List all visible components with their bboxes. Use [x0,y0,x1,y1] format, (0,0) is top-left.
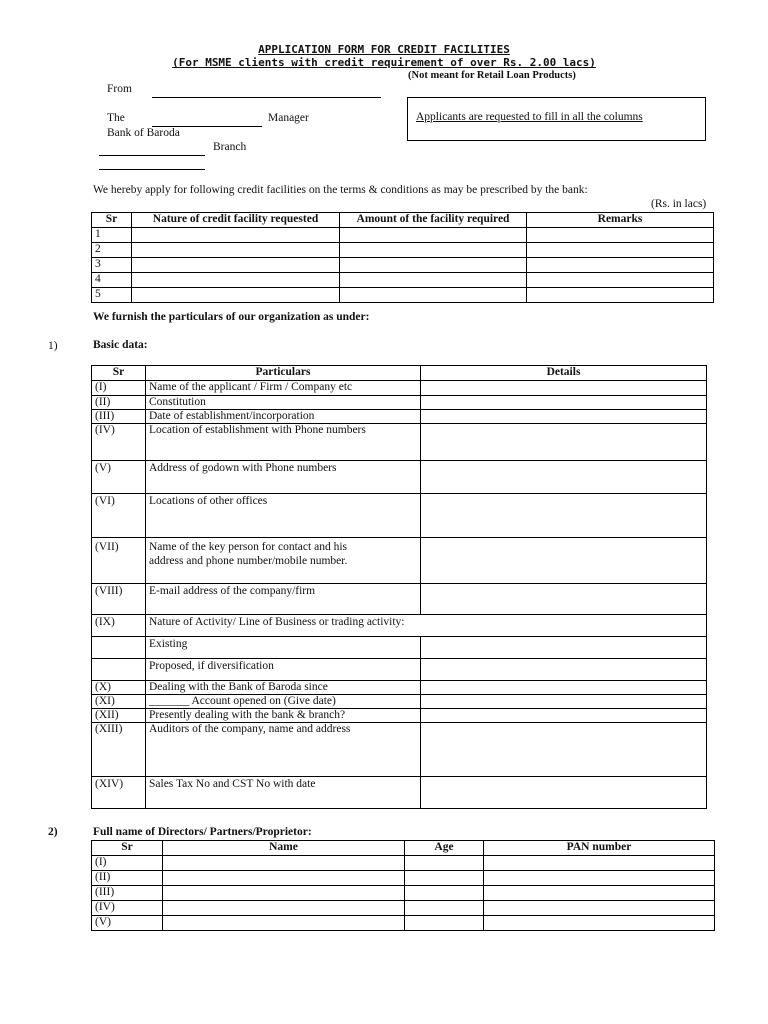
details-cell[interactable] [421,659,707,681]
table-row [92,615,707,637]
cell[interactable] [340,273,527,288]
col-pan: PAN number [484,841,715,856]
row-label [146,538,421,584]
from-label: From [107,83,132,95]
table-row [92,856,715,871]
row-label: Address of godown with Phone numbers [146,461,421,494]
cell[interactable] [527,243,714,258]
table-row [92,637,707,659]
row-sr: (VII) [92,538,146,584]
table-row [92,288,714,303]
table-row [92,916,715,931]
row-sr: (X) [92,681,146,695]
details-cell[interactable] [421,538,707,584]
row-sr: (IV) [92,901,163,916]
cell[interactable] [132,243,340,258]
row-label: Constitution [146,396,421,410]
row-sr: (III) [92,410,146,424]
row-sr [92,637,146,659]
facility-table [91,212,714,303]
cell[interactable] [132,288,340,303]
age-cell[interactable] [405,856,484,871]
table-row [92,777,707,809]
row-sr: (V) [92,916,163,931]
table-row [92,396,707,410]
col-remarks: Remarks [527,213,714,228]
col-sr: Sr [92,841,163,856]
col-name: Name [163,841,405,856]
basic-data-table [91,365,707,809]
notice-text: Applicants are requested to fill in all the columns [416,111,643,123]
cell[interactable] [340,228,527,243]
section1-number: 1) [48,340,58,352]
cell[interactable] [527,288,714,303]
pan-cell[interactable] [484,916,715,931]
table-row [92,723,707,777]
row-num: 4 [92,273,132,288]
row-label: Presently dealing with the bank & branch? [146,709,421,723]
table-row [92,709,707,723]
row-sr: (II) [92,871,163,886]
row-num: 3 [92,258,132,273]
row-sr: (IX) [92,615,146,637]
row-label: Location of establishment with Phone numbers [146,424,421,461]
col-sr: Sr [92,213,132,228]
notice-box [407,97,706,141]
col-amount: Amount of the facility required [340,213,527,228]
row-sr: (IV) [92,424,146,461]
details-cell[interactable] [421,381,707,396]
pan-cell[interactable] [484,886,715,901]
row-sr: (VI) [92,494,146,538]
row-label: Sales Tax No and CST No with date [146,777,421,809]
details-cell[interactable] [421,396,707,410]
age-cell[interactable] [405,916,484,931]
table-row [92,381,707,396]
cell[interactable] [132,273,340,288]
row-label [146,695,421,709]
bank-label: Bank of Baroda [107,127,180,139]
col-age: Age [405,841,484,856]
name-cell[interactable] [163,916,405,931]
row-sr: (I) [92,856,163,871]
col-nature: Nature of credit facility requested [132,213,340,228]
branch-field-2[interactable] [99,169,205,170]
form-title: APPLICATION FORM FOR CREDIT FACILITIES [258,43,510,56]
details-cell[interactable] [421,461,707,494]
branch-label: Branch [213,141,247,153]
cell[interactable] [132,228,340,243]
row-label: Proposed, if diversification [146,659,421,681]
name-cell[interactable] [163,856,405,871]
cell[interactable] [340,243,527,258]
row-label: Name of the applicant / Firm / Company etc [146,381,421,396]
row-sr: (VIII) [92,584,146,615]
row-label: Date of establishment/incorporation [146,410,421,424]
details-cell[interactable] [421,709,707,723]
date-blank[interactable]: _______ [149,695,190,707]
details-cell[interactable] [421,723,707,777]
cell[interactable] [527,228,714,243]
row-sr: (I) [92,381,146,396]
col-sr: Sr [92,366,146,381]
section1-heading: Basic data: [93,339,148,351]
table-row [92,659,707,681]
row-label: Existing [146,637,421,659]
age-cell[interactable] [405,871,484,886]
cell[interactable] [340,258,527,273]
details-cell[interactable] [421,410,707,424]
name-cell[interactable] [163,886,405,901]
pan-cell[interactable] [484,856,715,871]
row-num: 5 [92,288,132,303]
retail-note: (Not meant for Retail Loan Products) [408,70,576,81]
form-subtitle: (For MSME clients with credit requirement of over Rs. 2.00 lacs) [172,56,596,69]
details-cell[interactable] [421,695,707,709]
from-field[interactable] [152,97,381,98]
name-cell[interactable] [163,871,405,886]
table-row [92,410,707,424]
row-sr: (III) [92,886,163,901]
name-cell[interactable] [163,901,405,916]
cell[interactable] [527,273,714,288]
manager-label: Manager [268,112,309,124]
details-cell[interactable] [421,777,707,809]
table-row [92,886,715,901]
table-row [92,681,707,695]
table-row [92,494,707,538]
cell[interactable] [132,258,340,273]
table-row [92,228,714,243]
details-cell[interactable] [421,637,707,659]
row-label-line1: Name of the key person for contact and his [149,541,347,553]
branch-field[interactable] [99,155,205,156]
table-row [92,258,714,273]
row-label: Auditors of the company, name and address [146,723,421,777]
row-sr [92,659,146,681]
table-row [92,538,707,584]
row-label: Nature of Activity/ Line of Business or trading activity: [146,615,707,637]
row-sr: (XIII) [92,723,146,777]
row-sr: (II) [92,396,146,410]
particulars-heading: We furnish the particulars of our organization as under: [93,311,370,323]
col-details: Details [421,366,707,381]
row-label-text: Account opened on (Give date) [189,695,336,707]
pan-cell[interactable] [484,871,715,886]
row-label-line2: address and phone number/mobile number. [149,555,348,567]
row-num: 1 [92,228,132,243]
section2-heading: Full name of Directors/ Partners/Proprietor: [93,826,312,838]
age-cell[interactable] [405,886,484,901]
row-sr: (XII) [92,709,146,723]
table-row [92,424,707,461]
table-row [92,901,715,916]
table-row [92,461,707,494]
age-cell[interactable] [405,901,484,916]
table-row [92,273,714,288]
intro-text: We hereby apply for following credit facilities on the terms & conditions as may be prescribed by the bank: [93,184,588,196]
table-row [92,871,715,886]
section2-number: 2) [48,826,58,838]
the-label: The [107,112,125,124]
row-label: Locations of other offices [146,494,421,538]
table-row [92,243,714,258]
row-label: E-mail address of the company/firm [146,584,421,615]
directors-table [91,840,715,931]
details-cell[interactable] [421,424,707,461]
details-cell[interactable] [421,584,707,615]
table-row [92,584,707,615]
cell[interactable] [340,288,527,303]
row-label: Dealing with the Bank of Baroda since [146,681,421,695]
row-num: 2 [92,243,132,258]
pan-cell[interactable] [484,901,715,916]
cell[interactable] [527,258,714,273]
col-particulars: Particulars [146,366,421,381]
row-sr: (V) [92,461,146,494]
row-sr: (XIV) [92,777,146,809]
details-cell[interactable] [421,681,707,695]
table-row [92,695,707,709]
details-cell[interactable] [421,494,707,538]
unit-note: (Rs. in lacs) [651,198,707,210]
row-sr: (XI) [92,695,146,709]
